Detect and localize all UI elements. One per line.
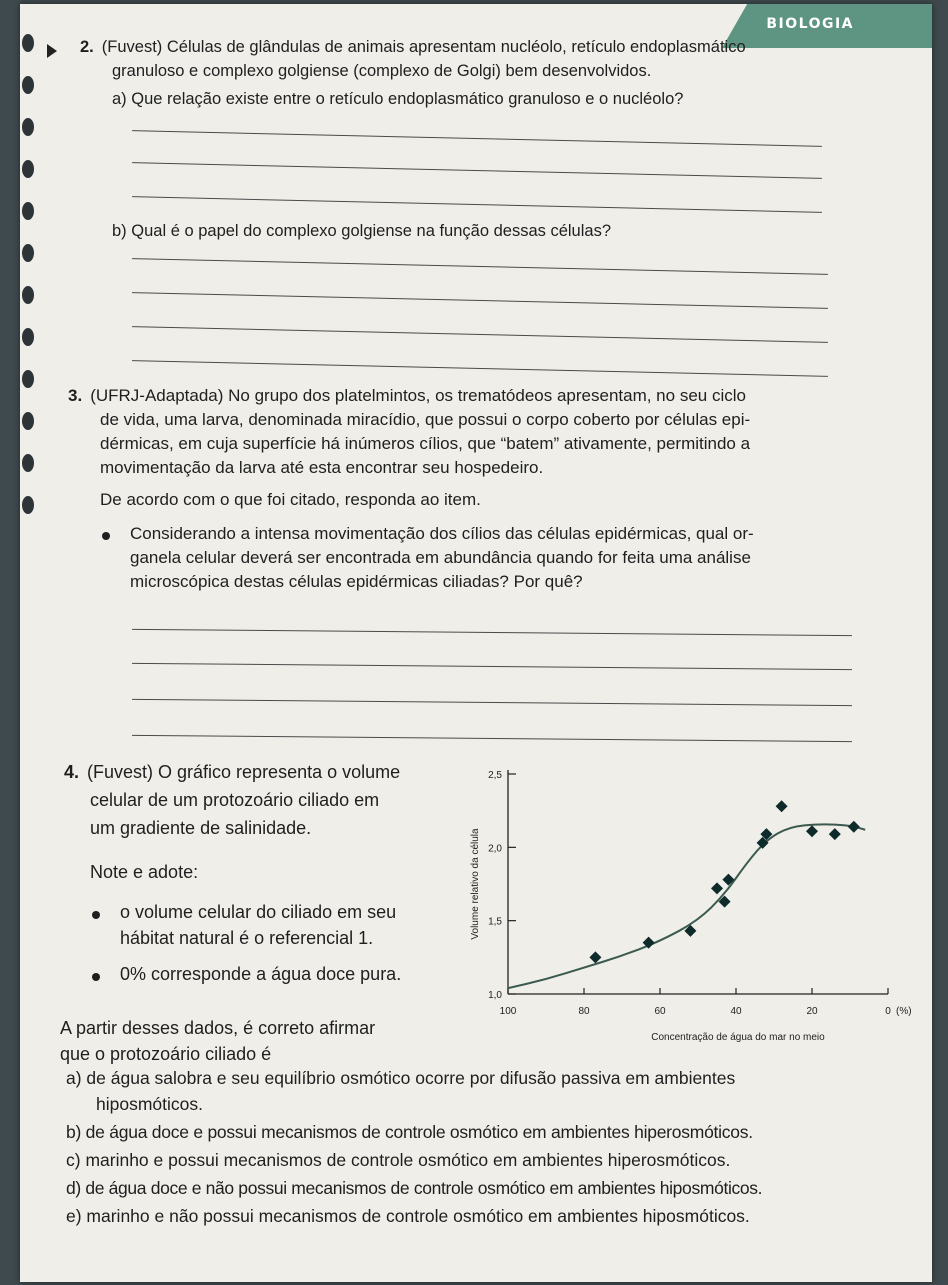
q4-stem-line2: celular de um protozoário ciliado em xyxy=(90,790,380,810)
data-point xyxy=(711,882,723,894)
q3-item-line1: Considerando a intensa movimentação dos cílios das células epidérmicas, qual or- xyxy=(130,524,754,543)
q4-stem-line3: um gradiente de salinidade. xyxy=(90,818,312,838)
cell-volume-chart xyxy=(448,756,918,1056)
q3-number: 3. xyxy=(68,386,83,405)
q2-stem-line1: 2. (Fuvest) Células de glândulas de animais apresentam nucléolo, retículo endoplasmático xyxy=(80,38,746,56)
x-tick-label: 0 xyxy=(885,1006,891,1017)
y-axis-label: Volume relativo da célula xyxy=(470,828,481,940)
q4-stem-line5: que o protozoário ciliado é xyxy=(60,1044,272,1064)
bullet-icon xyxy=(92,911,100,919)
q3-instruction: De acordo com o que foi citado, responda ao item. xyxy=(100,490,481,509)
x-tick-label: 40 xyxy=(730,1006,742,1017)
q2-item-a: a) Que relação existe entre o retículo endoplasmático granuloso e o nucléolo? xyxy=(112,90,684,108)
q3-stem-line1: 3. (UFRJ-Adaptada) No grupo dos platelmintos, os trematódeos apresentam, no seu ciclo xyxy=(68,386,746,405)
q4-number: 4. xyxy=(64,762,80,782)
x-tick-label: 80 xyxy=(578,1006,590,1017)
q4-option-e[interactable]: e) marinho e não possui mecanismos de controle osmótico em ambientes hiposmóticos. xyxy=(66,1206,750,1226)
q2-stem-line2: granuloso e complexo golgiense (complexo de Golgi) bem desenvolvidos. xyxy=(112,62,652,80)
answer-line[interactable] xyxy=(132,326,828,343)
y-tick-label: 1,5 xyxy=(488,916,502,928)
answer-line[interactable] xyxy=(132,196,822,213)
bullet-icon xyxy=(92,973,100,981)
data-point xyxy=(806,825,818,837)
y-tick-label: 1,0 xyxy=(488,990,502,1001)
x-tick-label: 100 xyxy=(499,1006,517,1017)
answer-line[interactable] xyxy=(132,360,828,377)
q2-item-b: b) Qual é o papel do complexo golgiense na função dessas células? xyxy=(112,222,611,240)
answer-line[interactable] xyxy=(132,258,828,275)
q3-stem-line4: movimentação da larva até esta encontrar seu hospedeiro. xyxy=(100,458,544,477)
q4-option-c[interactable]: c) marinho e possui mecanismos de controle osmótico em ambientes hiperosmóticos. xyxy=(66,1150,731,1170)
chart-axes xyxy=(508,770,888,994)
y-tick-label: 2,5 xyxy=(488,770,502,781)
answer-line[interactable] xyxy=(132,699,852,706)
q3-stem-line2: de vida, uma larva, denominada miracídio, que possui o corpo coberto por células epi- xyxy=(100,410,751,429)
data-point xyxy=(776,800,788,812)
q4-option-b[interactable]: b) de água doce e possui mecanismos de controle osmótico em ambientes hiperosmóticos. xyxy=(66,1122,753,1142)
x-unit-label: (%) xyxy=(896,1006,912,1017)
q2-number: 2. xyxy=(80,38,94,56)
answer-line[interactable] xyxy=(132,162,822,179)
x-tick-label: 20 xyxy=(806,1006,818,1017)
q4-option-d[interactable]: d) de água doce e não possui mecanismos de controle osmótico em ambientes hiposmóticos. xyxy=(66,1178,763,1198)
spiral-binding xyxy=(20,4,36,1282)
q4-note1-line2: hábitat natural é o referencial 1. xyxy=(120,928,374,948)
q4-note1-line1: o volume celular do ciliado em seu xyxy=(120,902,397,922)
subject-label: BIOLOGIA xyxy=(766,16,854,32)
q4-option-a-line1[interactable]: a) de água salobra e seu equilíbrio osmótico ocorre por difusão passiva em ambientes xyxy=(66,1068,736,1088)
x-axis-label: Concentração de água do mar no meio xyxy=(651,1032,825,1043)
q4-option-a-line2[interactable]: hiposmóticos. xyxy=(96,1094,203,1114)
data-point xyxy=(848,821,860,833)
textbook-page xyxy=(20,4,932,1282)
bullet-icon xyxy=(102,532,110,540)
q4-stem-line1: 4. (Fuvest) O gráfico representa o volume xyxy=(64,762,401,782)
data-point xyxy=(829,828,841,840)
play-triangle-icon xyxy=(47,44,57,58)
fitted-curve xyxy=(508,824,865,988)
answer-line[interactable] xyxy=(132,130,822,147)
q3-item-line2: ganela celular deverá ser encontrada em abundância quando for feita uma análise xyxy=(130,548,751,567)
answer-line[interactable] xyxy=(132,629,852,636)
y-tick-label: 2,0 xyxy=(488,843,502,855)
q4-note-title: Note e adote: xyxy=(90,862,199,882)
q4-note2: 0% corresponde a água doce pura. xyxy=(120,964,402,984)
answer-line[interactable] xyxy=(132,292,828,309)
q4-stem-line4: A partir desses dados, é correto afirmar xyxy=(60,1018,376,1038)
x-tick-label: 60 xyxy=(654,1006,666,1017)
data-point xyxy=(589,951,601,963)
answer-line[interactable] xyxy=(132,663,852,670)
q3-stem-line3: dérmicas, em cuja superfície há inúmeros cílios, que “batem” ativamente, permitindo a xyxy=(100,434,751,453)
answer-line[interactable] xyxy=(132,735,852,742)
q3-item-line3: microscópica destas células epidérmicas ciliadas? Por quê? xyxy=(130,572,583,591)
